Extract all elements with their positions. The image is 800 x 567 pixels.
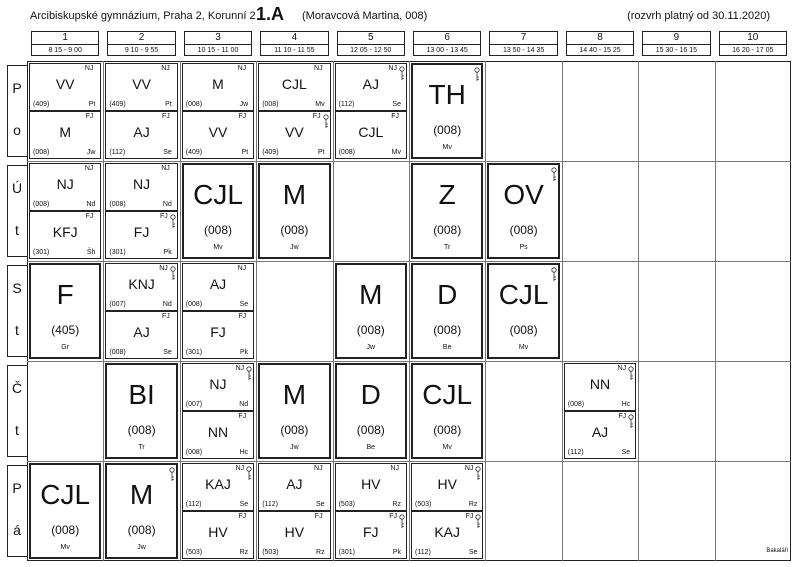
teacher-code: Jw: [137, 544, 146, 551]
teacher-code: Rz: [468, 501, 478, 508]
key-icon: [628, 414, 634, 429]
teacher-code: Rz: [316, 549, 325, 556]
room-number: (112): [109, 149, 126, 156]
key-icon: [551, 167, 557, 182]
lesson-cell[interactable]: [411, 463, 483, 511]
period-header: [31, 31, 99, 56]
key-icon: [399, 66, 405, 81]
group-label: FJ: [85, 113, 94, 120]
subject: VV: [132, 76, 151, 92]
lesson-cell[interactable]: [182, 363, 254, 411]
period-header: [260, 31, 328, 56]
subject: CJL: [358, 124, 384, 140]
teacher-code: Pk: [392, 549, 401, 556]
period-header: [184, 31, 252, 56]
teacher-code: Mv: [391, 149, 401, 156]
period-header: [642, 31, 710, 56]
teacher-code: Tr: [444, 244, 451, 251]
group-label: NJ: [464, 465, 474, 472]
subject: M: [129, 479, 154, 510]
group-label: FJ: [160, 213, 168, 220]
lesson-cell[interactable]: [29, 63, 101, 111]
period-time: 16 20 - 17 05: [732, 47, 774, 54]
lesson-cell[interactable]: [258, 63, 330, 111]
subject: M: [282, 379, 307, 410]
teacher-code: Nd: [239, 401, 249, 408]
group-label: NJ: [235, 365, 245, 372]
teacher-code: Jw: [366, 344, 376, 351]
period-number: 10: [720, 32, 786, 45]
lesson-cell[interactable]: [487, 263, 559, 359]
key-icon: [246, 366, 252, 381]
day-letter-bottom: á: [13, 522, 21, 538]
subject: FJ: [133, 224, 150, 240]
period-header: [719, 31, 787, 56]
lesson-cell[interactable]: [258, 463, 330, 511]
group-label: NJ: [388, 65, 397, 72]
period-header: [337, 31, 405, 56]
subject: D: [360, 379, 381, 410]
teacher-code: Se: [239, 501, 249, 508]
day-label: [7, 165, 27, 257]
group-label: FJ: [391, 113, 399, 120]
room-number: (008): [185, 449, 203, 456]
subject: CJL: [193, 179, 243, 210]
subject: KAJ: [434, 524, 461, 540]
footer-brand: Bakaláři: [766, 548, 788, 554]
subject: OV: [503, 179, 544, 210]
period-number: 3: [185, 32, 251, 45]
lesson-cell[interactable]: [29, 211, 101, 259]
period-number: 9: [643, 32, 709, 45]
room-number: (503): [415, 501, 432, 508]
teacher-code: Mv: [213, 244, 223, 251]
room-number: (409): [185, 149, 203, 156]
group-label: NJ: [235, 465, 245, 472]
teacher-code: Mv: [60, 544, 70, 551]
lesson-cell[interactable]: [105, 263, 177, 311]
column-divider: [485, 61, 486, 561]
room-number: (503): [185, 549, 203, 556]
day-letter-top: S: [12, 280, 22, 296]
subject: AJ: [133, 324, 150, 340]
group-label: NJ: [314, 465, 323, 472]
subject: AJ: [362, 76, 379, 92]
room-number: (112): [338, 101, 355, 108]
teacher-code: Mv: [315, 101, 325, 108]
lesson-cell[interactable]: [258, 111, 330, 159]
column-divider: [409, 61, 410, 561]
lesson-cell[interactable]: [335, 363, 407, 459]
room-number: (008): [338, 149, 355, 156]
lesson-cell[interactable]: [182, 411, 254, 459]
teacher-code: Hc: [239, 449, 249, 456]
lesson-cell[interactable]: [411, 511, 483, 559]
subject: VV: [208, 124, 228, 140]
period-header: [489, 31, 557, 56]
subject: NN: [207, 424, 229, 440]
teacher-code: Rz: [239, 549, 249, 556]
column-divider: [103, 61, 104, 561]
lesson-cell[interactable]: [105, 463, 177, 559]
teacher-code: Jw: [86, 149, 96, 156]
teacher-code: Tr: [138, 444, 145, 451]
teacher-code: Se: [163, 149, 172, 156]
subject: TH: [428, 79, 466, 110]
subject: AJ: [133, 124, 150, 140]
lesson-cell[interactable]: [258, 163, 330, 259]
room-number: (112): [415, 549, 431, 556]
group-label: FJ: [238, 413, 247, 420]
day-label: [7, 365, 27, 457]
subject: HV: [208, 524, 228, 540]
period-number: 1: [32, 32, 98, 45]
subject: M: [212, 76, 224, 92]
group-label: NJ: [237, 265, 247, 272]
lesson-cell[interactable]: [411, 63, 483, 159]
room-number: (409): [33, 101, 50, 108]
teacher-code: Pt: [241, 149, 249, 156]
lesson-cell[interactable]: [182, 463, 254, 511]
day-letter-top: P: [12, 80, 22, 96]
teacher-code: Pt: [165, 101, 172, 108]
row-divider: [27, 461, 791, 462]
valid-from: (rozvrh platný od 30.11.2020): [627, 10, 770, 22]
room-number: (008): [433, 423, 462, 437]
subject: NJ: [56, 176, 74, 192]
day-letter-bottom: t: [15, 322, 19, 338]
group-label: FJ: [312, 113, 321, 120]
day-letter-top: P: [12, 480, 22, 496]
day-letter-top: Ú: [11, 180, 23, 196]
lesson-cell[interactable]: [564, 363, 636, 411]
room-number: (007): [185, 401, 203, 408]
group-label: NJ: [390, 465, 399, 472]
group-label: NJ: [237, 65, 247, 72]
period-number: 4: [261, 32, 327, 45]
day-letter-bottom: o: [13, 122, 21, 138]
lesson-cell[interactable]: [105, 111, 177, 159]
room-number: (008): [51, 523, 80, 537]
teacher-code: Gr: [61, 344, 70, 351]
room-number: (008): [433, 223, 462, 237]
teacher-code: Pk: [163, 249, 172, 256]
room-number: (008): [185, 101, 203, 108]
lesson-cell[interactable]: [105, 363, 177, 459]
group-label: FJ: [162, 313, 170, 320]
subject: NJ: [209, 376, 227, 392]
room-number: (008): [567, 401, 585, 408]
day-letter-top: Č: [11, 380, 23, 396]
room-number: (301): [109, 249, 126, 256]
period-time: 13 50 - 14 35: [502, 47, 545, 54]
teacher-code: Hc: [621, 401, 631, 408]
period-time: 14 40 - 15 25: [579, 47, 621, 54]
group-label: NJ: [161, 65, 170, 72]
group-label: FJ: [389, 513, 397, 520]
key-icon: [169, 467, 175, 482]
lesson-cell[interactable]: [29, 263, 101, 359]
group-label: NJ: [159, 265, 168, 272]
room-number: (008): [127, 523, 156, 537]
column-divider: [180, 61, 181, 561]
teacher-code: Mv: [442, 144, 452, 151]
teacher-code: Mv: [518, 344, 529, 351]
subject: CJL: [422, 379, 473, 410]
room-number: (008): [509, 323, 538, 337]
lesson-cell[interactable]: [258, 363, 330, 459]
period-header: [566, 31, 634, 56]
lesson-cell[interactable]: [411, 263, 483, 359]
subject: NN: [589, 376, 611, 392]
room-number: (008): [33, 201, 50, 208]
lesson-cell[interactable]: [564, 411, 636, 459]
teacher-code: Se: [621, 449, 631, 456]
key-icon: [475, 514, 481, 529]
lesson-cell[interactable]: [182, 511, 254, 559]
day-label: [7, 465, 27, 557]
key-icon: [475, 466, 481, 481]
class-name: 1.A: [256, 4, 285, 24]
lesson-cell[interactable]: [335, 111, 407, 159]
period-header: [107, 31, 175, 56]
room-number: (008): [33, 149, 50, 156]
teacher-code: Nd: [162, 301, 172, 308]
teacher-code: Šh: [86, 249, 96, 256]
period-header: [413, 31, 481, 56]
teacher-code: Nd: [86, 201, 96, 208]
room-number: (008): [262, 101, 279, 108]
group-label: FJ: [85, 213, 94, 220]
column-divider: [256, 61, 257, 561]
row-divider: [27, 361, 791, 362]
teacher-code: Pt: [317, 149, 325, 156]
key-icon: [170, 214, 176, 229]
day-label: [7, 65, 27, 157]
teacher-code: Be: [442, 344, 452, 351]
subject: AJ: [209, 276, 227, 292]
room-number: (301): [338, 549, 355, 556]
row-divider: [27, 161, 791, 162]
teacher-code: Pk: [240, 349, 249, 356]
room-number: (007): [109, 301, 126, 308]
room-number: (008): [280, 223, 309, 237]
group-label: FJ: [238, 313, 247, 320]
lesson-cell[interactable]: [182, 111, 254, 159]
subject: HV: [284, 524, 305, 540]
room-number: (301): [185, 349, 203, 356]
lesson-cell[interactable]: [335, 463, 407, 511]
group-label: NJ: [314, 65, 323, 72]
lesson-cell[interactable]: [182, 263, 254, 311]
lesson-cell[interactable]: [105, 163, 177, 211]
lesson-cell[interactable]: [182, 311, 254, 359]
subject: AJ: [591, 424, 609, 440]
subject: FJ: [210, 324, 226, 340]
teacher-code: Se: [239, 301, 249, 308]
lesson-cell[interactable]: [335, 511, 407, 559]
period-number: 2: [108, 32, 174, 45]
subject: CJL: [40, 479, 91, 510]
teacher-code: Se: [316, 501, 325, 508]
teacher-code: Se: [468, 549, 478, 556]
key-icon: [628, 366, 634, 381]
period-number: 8: [567, 32, 633, 45]
lesson-cell[interactable]: [29, 463, 101, 559]
lesson-cell[interactable]: [182, 63, 254, 111]
lesson-cell[interactable]: [335, 263, 407, 359]
teacher-code: Nd: [162, 201, 172, 208]
key-icon: [399, 514, 405, 529]
subject: AJ: [286, 476, 303, 492]
group-label: FJ: [314, 513, 323, 520]
key-icon: [246, 466, 252, 481]
day-label: [7, 265, 27, 357]
key-icon: [551, 267, 557, 282]
column-divider: [638, 61, 639, 561]
teacher-code: Se: [392, 101, 401, 108]
room-number: (409): [109, 101, 126, 108]
period-time: 8 15 - 9 00: [48, 47, 82, 54]
teacher-code: Jw: [290, 244, 299, 251]
subject: KAJ: [205, 476, 231, 492]
room-number: (503): [338, 501, 355, 508]
period-number: 7: [490, 32, 556, 45]
lesson-cell[interactable]: [487, 163, 559, 259]
room-number: (008): [433, 323, 462, 337]
period-time: 10 15 - 11 00: [197, 47, 239, 54]
group-label: NJ: [161, 165, 170, 172]
group-label: FJ: [162, 113, 170, 120]
room-number: (008): [109, 201, 126, 208]
key-icon: [170, 266, 176, 281]
group-label: FJ: [618, 413, 627, 420]
teacher-code: Se: [163, 349, 172, 356]
column-divider: [562, 61, 563, 561]
lesson-cell[interactable]: [258, 511, 330, 559]
subject: VV: [55, 76, 75, 92]
lesson-cell[interactable]: [29, 163, 101, 211]
lesson-cell[interactable]: [29, 111, 101, 159]
lesson-cell[interactable]: [105, 311, 177, 359]
subject: KNJ: [128, 276, 155, 292]
group-label: NJ: [84, 165, 94, 172]
room-number: (409): [262, 149, 279, 156]
day-letter-bottom: t: [15, 222, 19, 238]
subject: D: [437, 279, 458, 310]
lesson-cell[interactable]: [105, 211, 177, 259]
room-number: (112): [185, 501, 202, 508]
room-number: (008): [356, 423, 385, 437]
teacher-code: Pt: [88, 101, 96, 108]
row-divider: [27, 261, 791, 262]
lesson-cell[interactable]: [411, 163, 483, 259]
key-icon: [474, 67, 480, 82]
period-time: 11 10 - 11 55: [274, 47, 315, 54]
subject: NJ: [133, 176, 151, 192]
lesson-cell[interactable]: [411, 363, 483, 459]
column-divider: [715, 61, 716, 561]
room-number: (008): [280, 423, 309, 437]
period-number: 6: [414, 32, 480, 45]
teacher-code: Rz: [392, 501, 401, 508]
room-number: (008): [109, 349, 126, 356]
lesson-cell[interactable]: [182, 163, 254, 259]
group-label: NJ: [84, 65, 94, 72]
period-time: 9 10 - 9 55: [124, 47, 159, 54]
room-number: (008): [433, 123, 462, 137]
room-number: (008): [356, 323, 385, 337]
class-teacher: (Moravcová Martina, 008): [302, 10, 428, 22]
subject: F: [56, 279, 74, 310]
subject: KFJ: [52, 224, 78, 240]
subject: FJ: [363, 524, 379, 540]
subject: CJL: [498, 279, 549, 310]
teacher-code: Jw: [239, 101, 249, 108]
group-label: FJ: [238, 113, 247, 120]
room-number: (112): [567, 449, 584, 456]
subject: CJL: [281, 76, 307, 92]
lesson-cell[interactable]: [335, 63, 407, 111]
period-time: 15 30 - 16 15: [655, 47, 698, 54]
column-divider: [333, 61, 334, 561]
subject: VV: [285, 124, 304, 140]
subject: HV: [361, 476, 381, 492]
lesson-cell[interactable]: [105, 63, 177, 111]
subject: BI: [128, 379, 155, 410]
subject: M: [282, 179, 307, 210]
room-number: (405): [51, 323, 80, 337]
period-time: 13 00 - 13 45: [426, 47, 468, 54]
subject: M: [359, 279, 383, 310]
room-number: (008): [509, 223, 538, 237]
group-label: FJ: [238, 513, 247, 520]
room-number: (301): [33, 249, 50, 256]
subject: M: [59, 124, 72, 140]
room-number: (008): [127, 423, 156, 437]
school-name: Arcibiskupské gymnázium, Praha 2, Korunní 2: [30, 10, 256, 22]
room-number: (008): [203, 223, 232, 237]
teacher-code: Be: [366, 444, 376, 451]
room-number: (112): [262, 501, 279, 508]
group-label: FJ: [465, 513, 474, 520]
key-icon: [323, 114, 329, 129]
room-number: (008): [185, 301, 203, 308]
teacher-code: Jw: [290, 444, 299, 451]
subject: HV: [437, 476, 457, 492]
room-number: (503): [262, 549, 279, 556]
period-time: 12 05 - 12 50: [350, 47, 392, 54]
teacher-code: Mv: [442, 444, 452, 451]
subject: Z: [438, 179, 456, 210]
period-number: 5: [338, 32, 404, 45]
day-letter-bottom: t: [15, 422, 19, 438]
teacher-code: Ps: [519, 244, 528, 251]
group-label: NJ: [617, 365, 627, 372]
